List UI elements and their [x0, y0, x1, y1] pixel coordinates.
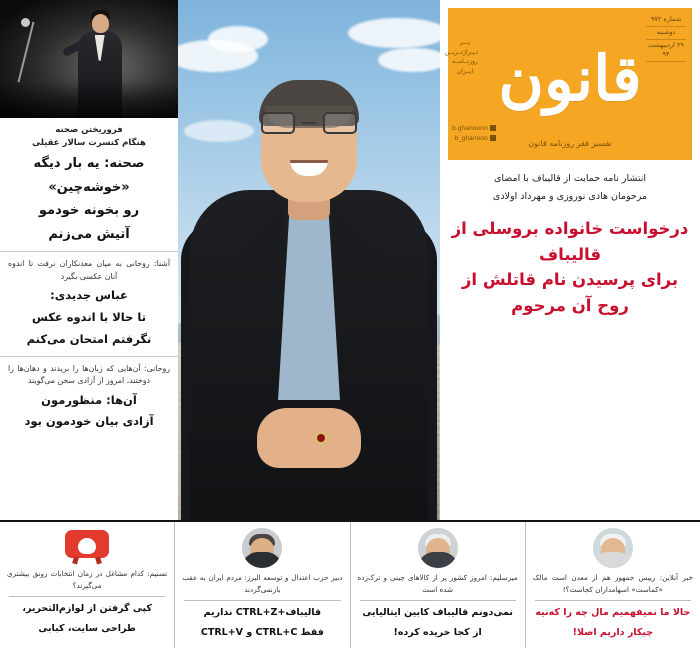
singer-shirt — [95, 35, 105, 61]
story3-kicker: روحانی: آن‌هایی که زبان‌ها را بریدند و دهان‌ها را دوختند، امروز از آزادی سخن می‌گویند — [8, 363, 170, 386]
singer-head — [92, 14, 109, 33]
brief-headline-line1: کپی گرفتن از لوازم‌التحریر، — [22, 603, 152, 615]
masthead-tagline: تفسیر فقر روزنامه قانون — [528, 139, 612, 148]
bottom-briefs-strip — [0, 520, 700, 648]
story1-headline-line3: رو بخونه خودمو — [38, 203, 140, 219]
divider — [535, 600, 691, 601]
party-leader-avatar — [242, 528, 282, 568]
brief-kicker: دبیر حزب اعتدال و توسعه البرز: مردم ایران به عقب بازنمی‌گردند — [182, 573, 343, 594]
microphone-icon — [21, 18, 30, 27]
left-story-2 — [0, 252, 178, 356]
masthead — [444, 8, 692, 160]
brief-kicker: میرسلیم: امروز کشور پر از کالاهای چینی و ترک‌زده شده است — [357, 573, 518, 594]
social-handle-1: b.ghanoonn — [452, 124, 496, 134]
portrait-figure — [185, 50, 433, 520]
issue-date: ۲۹ اردیبهشت ۹۴ — [646, 40, 686, 63]
story1-headline-line4: آتیش می‌زنم — [48, 226, 130, 242]
brief-kicker: تسنیم: کدام مشاغل در زمان انتخابات رونق بیشتری می‌گیرند؟ — [7, 569, 168, 590]
brief-item-mirsalim — [350, 522, 525, 648]
brief-item-alborz-party — [174, 522, 349, 648]
tv-icon — [65, 530, 109, 564]
cloud-shape — [348, 18, 440, 48]
main-story-headline — [440, 210, 700, 328]
concert-stage-photo — [0, 0, 178, 118]
right-column — [440, 0, 700, 520]
left-story-1 — [0, 118, 178, 252]
story1-kicker-line1: فروریختن صحنه — [55, 125, 123, 135]
eyeglasses-lens-left — [261, 112, 295, 134]
mirsalim-avatar — [418, 528, 458, 568]
lead-line-1: انتشار نامه حمایت از قالیباف با امضای — [493, 173, 647, 184]
tv-leg-left — [72, 556, 79, 564]
brief-kicker: خبر آنلاین: رییس جمهور هم از معدن است مالک «کماست» اسهامداران کجاست؟! — [532, 573, 693, 594]
headline-line-2: برای پرسیدن نام قاتلش از روح آن مرحوم — [461, 270, 679, 315]
story2-kicker: آشنا: روحانی به میان معدنکاران نرفت تا اندوه آنان عکسی بگیرد — [8, 259, 170, 281]
brief-headline-line2: چیکار داریم اصلا! — [572, 626, 654, 638]
clasped-hands — [257, 408, 361, 468]
left-story-3 — [0, 357, 178, 439]
rouhani-avatar — [593, 528, 633, 568]
story1-kicker-line2: هنگام کنسرت سالار عقیلی — [32, 138, 146, 149]
brief-headline-line2: طراحی سایت، کبابی — [38, 622, 136, 634]
issue-date-box — [646, 14, 686, 62]
circulation-label: پـــر تـیـراژتــریــن روزنــامــه ایــران — [444, 39, 478, 75]
eyeglasses-lens-right — [323, 112, 357, 134]
ghalibaf-portrait-photo — [178, 0, 440, 520]
story2-headline-line2: تا حالا با اندوه عکس — [31, 310, 147, 325]
lead-line-2: مرحومان هادی نوروزی و مهرداد اولادی — [492, 191, 648, 203]
telegram-icon — [490, 125, 496, 131]
story2-headline-line1: عباس جدیدی: — [50, 288, 128, 303]
divider — [9, 596, 165, 597]
brief-headline-line2: از کجا خریده کرده! — [393, 626, 482, 638]
brief-headline-line1: قالیباف+CTRL+Z نداریم — [203, 607, 322, 619]
cloud-shape — [208, 26, 268, 52]
divider — [360, 600, 516, 601]
main-story-lead — [440, 160, 700, 210]
brief-item-rouhani — [525, 522, 700, 648]
photo-vignette — [0, 82, 178, 118]
brief-headline-line1: حالا ما نمیفهمیم مال چه را که‌نیه — [535, 607, 691, 619]
avatar-body — [418, 552, 458, 568]
eyeglasses-bridge — [302, 122, 316, 124]
story2-headline-line3: نگرفتم امتحان می‌کنم — [26, 331, 152, 346]
story3-headline-line2: آزادی بیان خودمون بود — [24, 414, 154, 429]
tv-screen-face — [78, 538, 96, 554]
divider — [184, 600, 340, 601]
brief-headline-line2: فقط CTRL+C و CTRL+V — [200, 626, 324, 638]
story1-headline-line1: صحنه: یه بار دیگه — [33, 156, 145, 172]
brief-item-tv-jobs — [0, 522, 174, 648]
brief-headline-line1: نمی‌دونم قالیباف کابین ایتالیایی — [362, 607, 513, 619]
left-column — [0, 0, 178, 520]
headline-line-1: درخواست خانواده بروسلی از قالیباف — [451, 219, 689, 264]
issue-number: شماره ۹۷۲ — [646, 14, 686, 27]
story3-headline-line1: آن‌ها: منظورمون — [41, 392, 137, 407]
weekday: دوشنبه — [646, 27, 686, 40]
ring-icon — [315, 432, 327, 444]
social-handle-2: b_ghanoon — [452, 134, 496, 144]
story1-headline-line2: «خوشه‌چین» — [48, 179, 130, 195]
newspaper-logo: قانون — [498, 42, 642, 115]
